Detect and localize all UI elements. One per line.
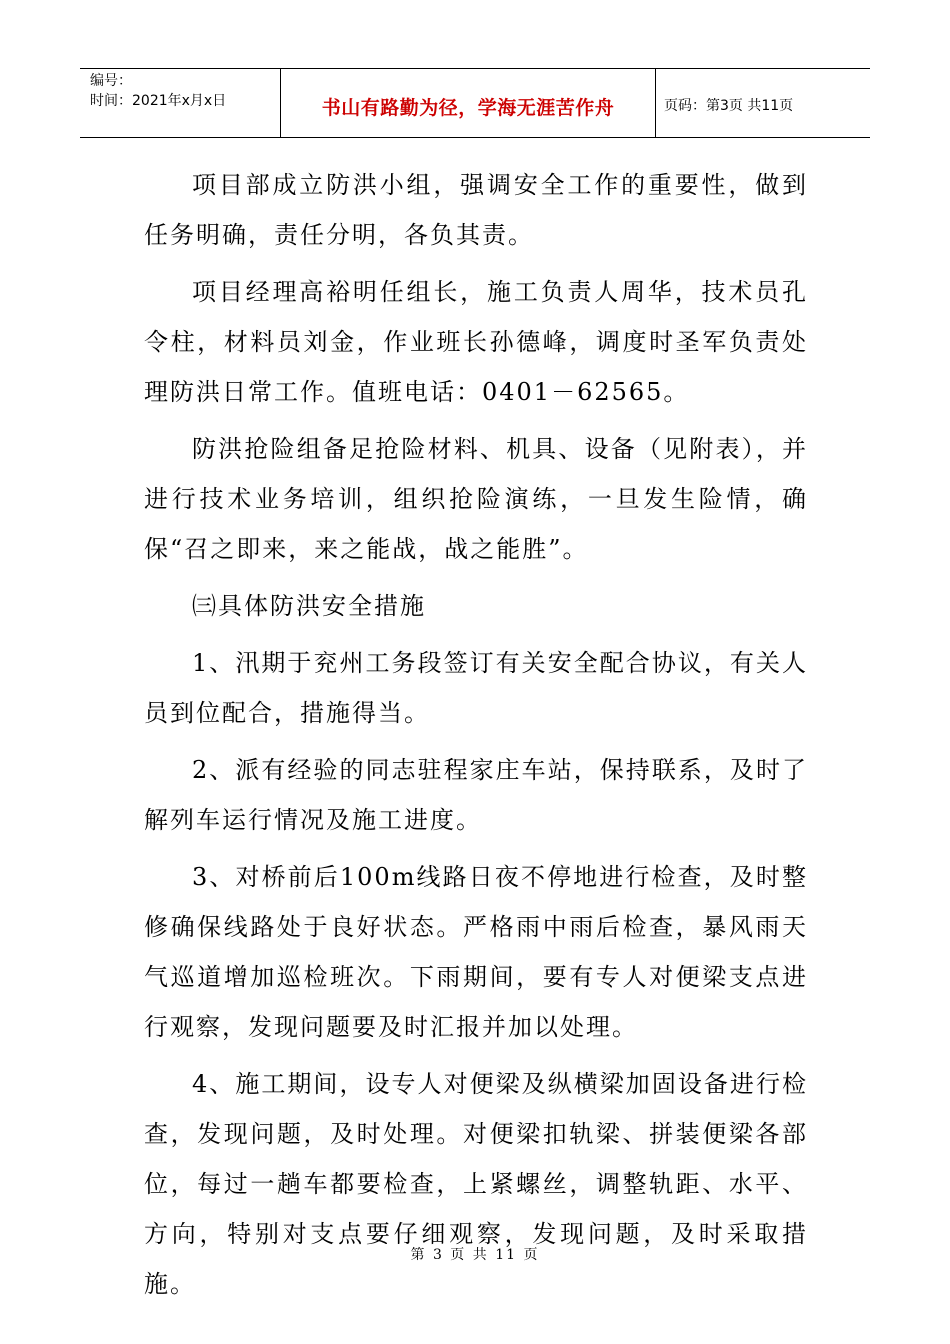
page-footer: 第 3 页 共 11 页 [410, 1247, 540, 1263]
paragraph: 2、派有经验的同志驻程家庄车站，保持联系，及时了解列车运行情况及施工进度。 [144, 756, 808, 834]
paragraph: 防洪抢险组备足抢险材料、机具、设备（见附表），并进行技术业务培训，组织抢险演练，一旦发生险情，确保“召之即来，来之能战，战之能胜”。 [144, 435, 808, 563]
header-motto: 书山有路勤为径，学海无涯苦作舟 [281, 69, 656, 137]
paragraph: 项目部成立防洪小组，强调安全工作的重要性，做到任务明确，责任分明，各负其责。 [144, 171, 808, 249]
section-heading: ㈢具体防洪安全措施 [192, 592, 426, 620]
header-page-code: 页码：第3页 共11页 [664, 98, 794, 114]
paragraph: 项目经理高裕明任组长，施工负责人周华，技术员孔令柱，材料员刘金，作业班长孙德峰，调度时圣军负责处理防洪日常工作。值班电话：0401－62565。 [144, 278, 808, 406]
page-header [80, 68, 870, 138]
paragraph: 1、汛期于兖州工务段签订有关安全配合协议，有关人员到位配合，措施得当。 [144, 649, 808, 727]
document-number-label: 编号： [90, 73, 132, 89]
header-meta [80, 69, 281, 137]
paragraph: 3、对桥前后100m线路日夜不停地进行检查，及时整修确保线路处于良好状态。严格雨中雨后检查，暴风雨天气巡道增加巡检班次。下雨期间，要有专人对便梁支点进行观察，发现问题要及时汇报并加以处理。 [144, 863, 808, 1041]
paragraph: 4、施工期间，设专人对便梁及纵横梁加固设备进行检查，发现问题，及时处理。对便梁扣轨梁、拼装便梁各部位，每过一趟车都要检查，上紧螺丝，调整轨距、水平、方向，特别对支点要仔细观察，发现问题，及时采取措施。 [144, 1070, 808, 1298]
document-time: 时间：2021年x月x日 [90, 93, 227, 109]
document-body [144, 160, 808, 1316]
